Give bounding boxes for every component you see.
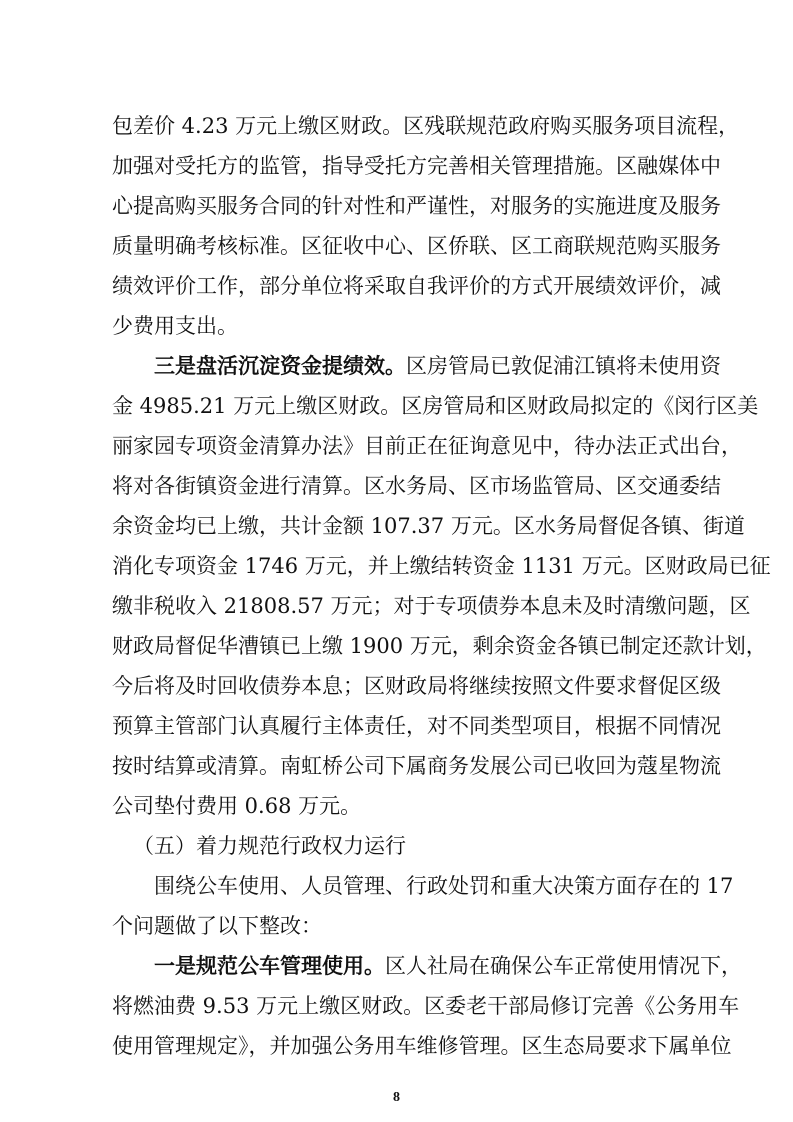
section-heading: （五）着力规范行政权力运行 [133,834,406,858]
para1-line-4: 质量明确考核标准。区征收中心、区侨联、区工商联规范购买服务 [112,234,721,258]
para2-line-6: 消化专项资金 1746 万元，并上缴结转资金 1131 万元。区财政局已征 [112,554,771,578]
para3-line-1: 围绕公车使用、人员管理、行政处罚和重大决策方面存在的 17 [154,874,734,898]
para4-bold-lead: 一是规范公车管理使用。 [154,953,385,978]
para1-line-6: 少费用支出。 [112,314,238,338]
para1-line-1: 包差价 4.23 万元上缴区财政。区残联规范政府购买服务项目流程， [112,114,740,138]
page-number: 8 [393,1090,400,1105]
para4-line-2: 将燃油费 9.53 万元上缴区财政。区委老干部局修订完善《公务用车 [112,994,740,1018]
para4-line-3: 使用管理规定》，并加强公务用车维修管理。区生态局要求下属单位 [112,1034,732,1058]
para2-line-8: 财政局督促华漕镇已上缴 1900 万元，剩余资金各镇已制定还款计划， [112,634,767,658]
para2-line-11: 按时结算或清算。南虹桥公司下属商务发展公司已收回为蔻星物流 [112,754,721,778]
para2-line-7: 缴非税收入 21808.57 万元；对于专项债券本息未及时清缴问题，区 [112,594,751,618]
para4-first-line [154,946,742,986]
para4-first-rest: 区人社局在确保公车正常使用情况下， [385,954,742,978]
para2-first-line [154,346,721,386]
para1-line-3: 心提高购买服务合同的针对性和严谨性，对服务的实施进度及服务 [112,194,721,218]
para3-line-2: 个问题做了以下整改： [112,914,322,938]
para2-line-4: 将对各街镇资金进行清算。区水务局、区市场监管局、区交通委结 [112,474,721,498]
para1-line-5: 绩效评价工作，部分单位将采取自我评价的方式开展绩效评价，减 [112,274,721,298]
para2-bold-lead: 三是盘活沉淀资金提绩效。 [154,353,406,378]
para1-line-2: 加强对受托方的监管，指导受托方完善相关管理措施。区融媒体中 [112,154,721,178]
para2-line-3: 丽家园专项资金清算办法》目前正在征询意见中，待办法正式出台， [112,434,742,458]
para2-first-rest: 区房管局已敦促浦江镇将未使用资 [406,354,721,378]
para2-line-9: 今后将及时回收债券本息；区财政局将继续按照文件要求督促区级 [112,674,721,698]
para2-line-5: 余资金均已上缴，共计金额 107.37 万元。区水务局督促各镇、街道 [112,514,745,538]
para2-line-12: 公司垫付费用 0.68 万元。 [112,794,362,818]
para2-line-10: 预算主管部门认真履行主体责任，对不同类型项目，根据不同情况 [112,714,721,738]
para2-line-2: 金 4985.21 万元上缴区财政。区房管局和区财政局拟定的《闵行区美 [112,394,759,418]
